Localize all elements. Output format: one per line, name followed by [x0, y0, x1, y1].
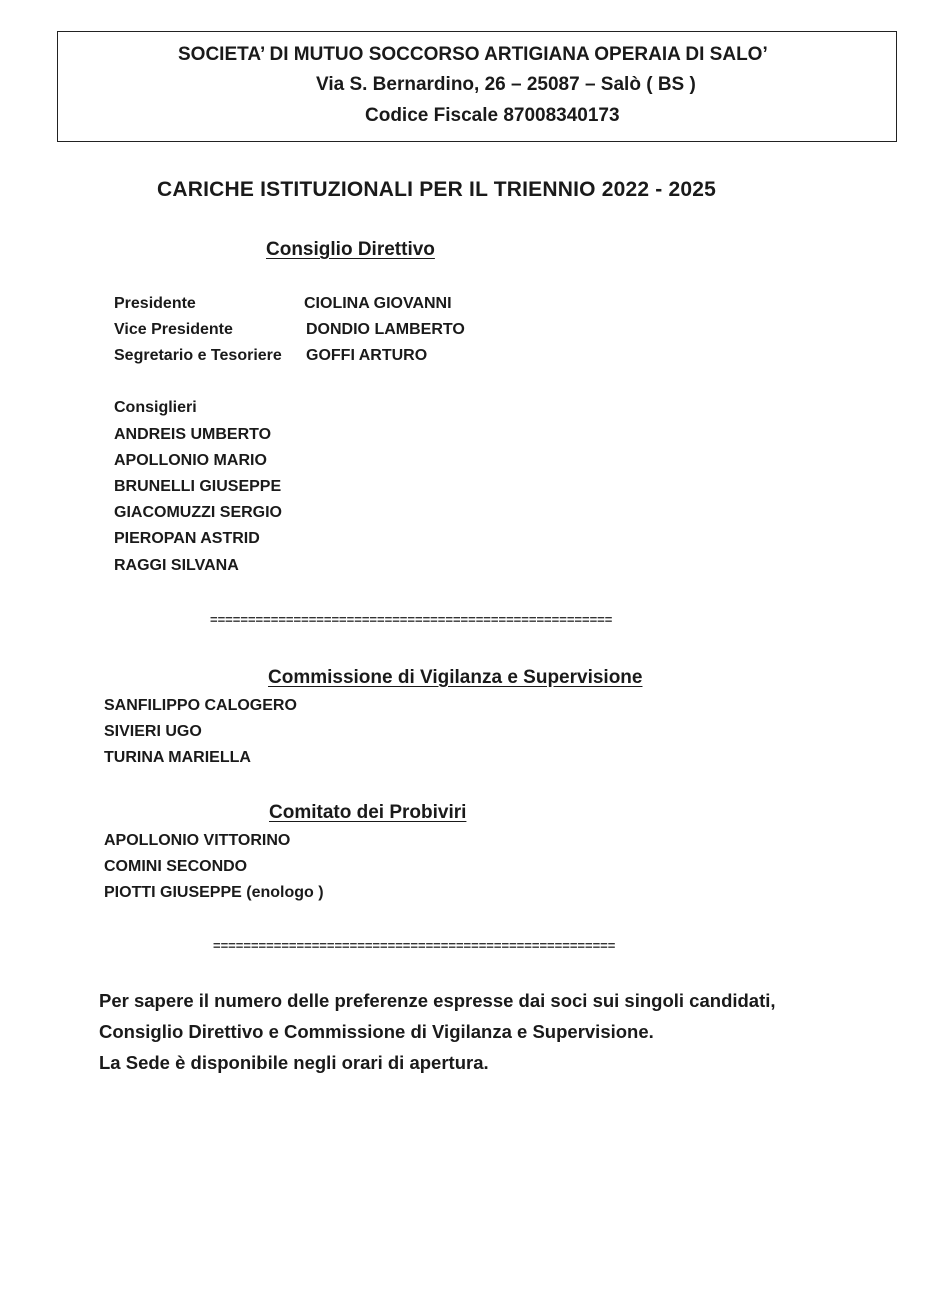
list-item: SIVIERI UGO	[104, 723, 202, 740]
footer-note-line: La Sede è disponibile negli orari di apertura.	[99, 1052, 489, 1073]
list-item: PIEROPAN ASTRID	[114, 530, 260, 547]
list-item: APOLLONIO VITTORINO	[104, 832, 291, 849]
section-heading-probiviri: Comitato dei Probiviri	[269, 802, 467, 823]
list-item: COMINI SECONDO	[104, 858, 248, 875]
role-name: CIOLINA GIOVANNI	[304, 295, 452, 312]
section-heading-consiglio-direttivo: Consiglio Direttivo	[266, 239, 435, 260]
role-label: Vice Presidente	[114, 321, 233, 338]
separator-line: =====================================================	[210, 612, 613, 627]
list-item: PIOTTI GIUSEPPE (enologo )	[104, 884, 324, 901]
list-item: APOLLONIO MARIO	[114, 452, 267, 469]
role-name: GOFFI ARTURO	[306, 347, 428, 364]
consiglieri-label: Consiglieri	[114, 399, 197, 416]
fiscal-code: Codice Fiscale 87008340173	[365, 105, 620, 126]
list-item: SANFILIPPO CALOGERO	[104, 697, 297, 714]
society-name: SOCIETA’ DI MUTUO SOCCORSO ARTIGIANA OPERAIA DI SALO’	[178, 44, 768, 65]
list-item: ANDREIS UMBERTO	[114, 426, 272, 443]
society-address: Via S. Bernardino, 26 – 25087 – Salò ( BS )	[316, 74, 696, 95]
list-item: TURINA MARIELLA	[104, 749, 251, 766]
list-item: GIACOMUZZI SERGIO	[114, 504, 282, 521]
footer-note-line: Per sapere il numero delle preferenze espresse dai soci sui singoli candidati,	[99, 990, 776, 1011]
role-name: DONDIO LAMBERTO	[306, 321, 465, 338]
footer-note-line: Consiglio Direttivo e Commissione di Vigilanza e Supervisione.	[99, 1021, 654, 1042]
list-item: BRUNELLI GIUSEPPE	[114, 478, 282, 495]
section-heading-commissione: Commissione di Vigilanza e Supervisione	[268, 667, 643, 688]
document-title: CARICHE ISTITUZIONALI PER IL TRIENNIO 2022 - 2025	[157, 178, 717, 201]
role-label: Segretario e Tesoriere	[114, 347, 282, 364]
separator-line: =====================================================	[213, 938, 616, 953]
list-item: RAGGI SILVANA	[114, 557, 239, 574]
role-label: Presidente	[114, 295, 196, 312]
